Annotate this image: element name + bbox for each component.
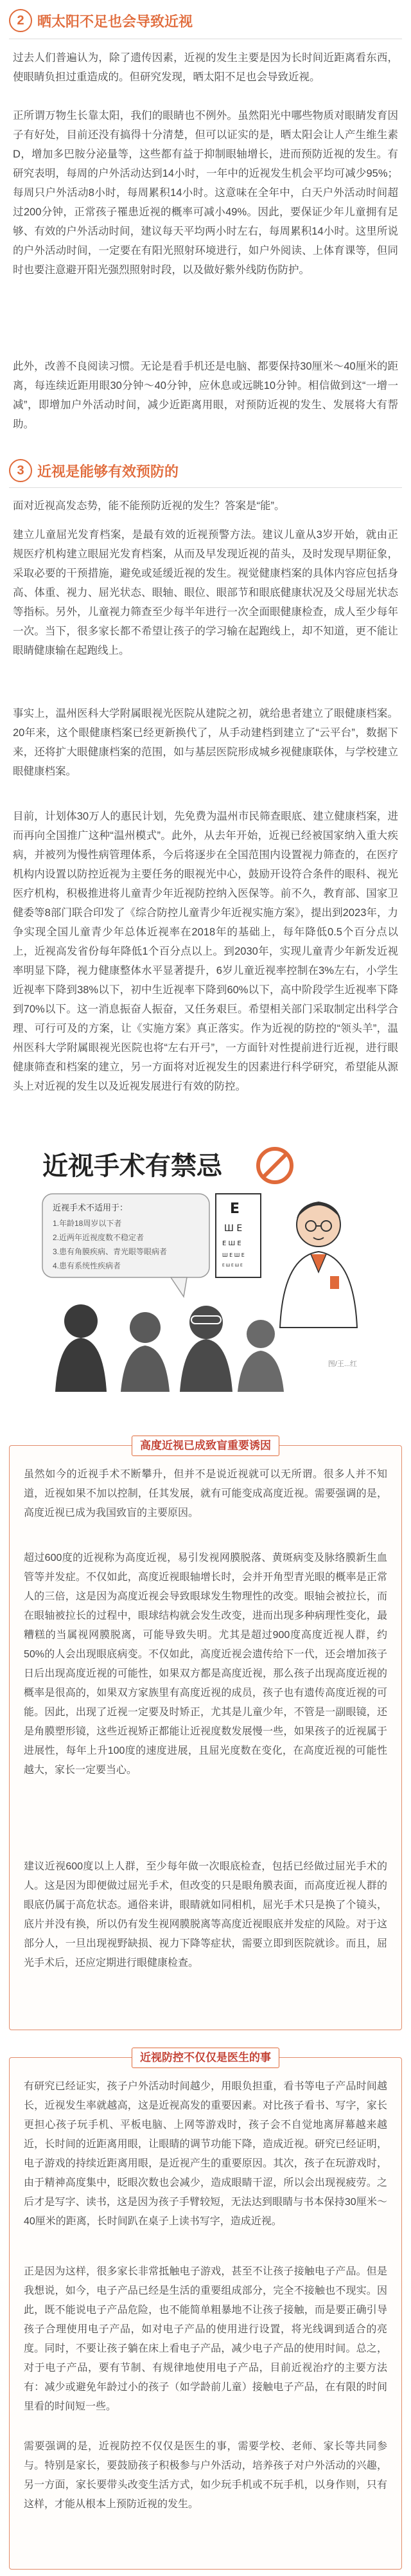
paragraph: 事实上，温州医科大学附属眼视光医院从建院之初，就给患者建立了眼健康档案。20年来，这个眼健康档案已经更新换代了，从手动建档到建立了“云平台”，数据下来，还将扩大眼健康档案的范围，如与基层医院形成城乡视健康联体，与学校建立眼健康档案。 <box>13 708 398 777</box>
section-number-badge: 3 <box>9 459 32 482</box>
bubble-line: 3.患有角膜疾病、青光眼等眼病者 <box>53 1247 168 1256</box>
paragraph: 建议近视600度以上人群，至少每年做一次眼底检查，包括已经做过屈光手术的人。这是因为即便做过屈光手术，但改变的只是眼角膜表面，而高度近视人群的眼底仍属于高危状态。通俗来讲，眼睛就如同相机，屈光手术只是换了个镜头，底片并没有换，所以仍有发生视网膜脱离等高度近视眼底并发症的风险。对于这部分人，一旦出现视野缺损、视力下降等症状，需要立即到医院就诊。而且，屈光手术后，还应定期进行眼健康检查。 <box>24 1861 387 1968</box>
illustration-title: 近视手术有禁忌 <box>42 1152 222 1180</box>
svg-text:Ш E: Ш E <box>224 1223 243 1234</box>
bubble-line: 近视手术不适用于： <box>53 1203 128 1212</box>
paragraph: 建立儿童屈光发育档案，是最有效的近视预警方法。建议儿童从3岁开始，就由正规医疗机构建立眼屈光发育档案，从而及早发现近视的苗头，及时发现早期征象，采取必要的干预措施，避免或延缓近视的发生。视觉健康档案的具体内容应包括身高、体重、视力、屈光状态、眼轴、眼位、眼部节和眼底健康状况及父母屈光状态等指标。另外，儿童视力筛查至少每半年进行一次全面眼健康检查，成人至少每年一次。当下，很多家长都不希望让孩子的学习输在起跑线上，却不知道，更不能让眼睛健康输在起跑线上。 <box>13 529 398 656</box>
callout-title: 高度近视已成致盲重要诱因 <box>132 1436 279 1456</box>
paragraph: 正所谓万物生长靠太阳，我们的眼睛也不例外。虽然阳光中哪些物质对眼睛发育因子有好处，目前还没有搞得十分清楚，但可以证实的是，晒太阳会让人产生维生素D，增加多巴胺分泌量等，这些都有益于抑制眼轴增长，进而预防近视的发生。有研究表明，每周的户外活动达到14小时，一年中的近视发生机会平均可减少95%；每周只户外活动8小时，每周累积14小时。这意味在全年中，白天户外活动时间超过200分钟，正常孩子罹患近视的概率可减小49%。因此，要保证少年儿童拥有足够、有效的户外活动时间，建议每天平均两小时左右，每周累积14小时。这里所说的户外活动时间，一定要在有阳光照射环境进行，如户外阅读、上体育课等，但同时也要注意避开阳光强烈照射时段，以及做好紫外线防伤防护。 <box>13 110 398 276</box>
paragraph: 超过600度的近视称为高度近视，易引发视网膜脱落、黄斑病变及脉络膜新生血管等并发症。不仅如此，高度近视眼轴增长时，会并开角型青光眼的概率是正常人的三倍，这是因为高度近视会导致眼球发生物理性的改变。眼轴会被拉长，而在眼轴被拉长的过程中，眼球结构就会发生改变，进而出现多种病理性变化，最糟糕的当属视网膜脱离，可能导致失明。尤其是超过900度高度近视人群，约50%的人会出现眼底病变。不仅如此，高度近视会遗传给下一代，还会增加孩子日后出现高度近视的可能性，如果双方都是高度近视，那么孩子出现高度近视的概率是很高的，如果双方家族里有高度近视的成员，孩子也有遗传高度近视的可能。因此，出现了近视一定要及时矫正，尤其是儿童少年，不管是一副眼镜，还是角膜塑形镜，这些近视矫正都能让近视度数发展慢一些，如果孩子的近视属于进展性，每年上升100度的速度进展，且屈光度数在变化，在高度近视的可能性越大，家长一定要当心。 <box>24 1553 387 1776</box>
section-number-badge: 2 <box>9 9 32 32</box>
paragraph: 正是因为这样，很多家长非常抵触电子游戏，甚至不让孩子接触电子产品。但是我想说，如今，电子产品已经是生活的重要组成部分，完全不接触也不现实。因此，既不能说电子产品危险，也不能简单粗暴地不让孩子接触，而是要正确引导孩子合理使用电子产品，如对电子产品的使用进行设置，将光线调到适合的亮度。同时，不要让孩子躺在床上看电子产品，减少电子产品的使用时间。总之，对于电子产品，要有节制、有规律地使用电子产品，目前近视治疗的主要方法有：减少或避免年龄过小的孩子（如学龄前儿童）接触电子产品，在有限的时间里看的时间短一些。 <box>24 2266 387 2412</box>
paragraph: 需要强调的是，近视防控不仅仅是医生的事，需要学校、老师、家长等共同参与。特别是家长，要鼓励孩子积极参与户外活动，培养孩子对户外活动的兴趣，另一方面，家长要带头改变生活方式，如少玩手机或不玩手机，以身作则，只有这样，才能从根本上预防近视的发生。 <box>24 2441 387 2510</box>
callout-box-high-myopia <box>9 1439 402 2030</box>
svg-text:E Ш E: E Ш E <box>222 1240 241 1247</box>
eye-chart-icon <box>216 1194 261 1277</box>
paragraph: 面对近视高发态势，能不能预防近视的发生？答案是“能”。 <box>13 500 285 512</box>
illustration-myopia-surgery <box>23 1135 388 1405</box>
illustration-caption: 图/王...红 <box>328 1360 357 1368</box>
bubble-line: 4.患有系统性疾病者 <box>53 1261 121 1270</box>
paragraph: 有研究已经证实，孩子户外活动时间越少，用眼负担重，看书等电子产品时间越长，近视发生率就越高，这是近视高发的重要因素。对比孩子看书、写字，家长更担心孩子玩手机、平板电脑、上网等游戏时，孩子会不自觉地离屏幕越来越近，长时间的近距离用眼，让眼睛的调节功能下降，造成近视。研究已经证明，电子游戏的持续近距离用眼，是近视产生的重要原因。其次，孩子在玩游戏时，由于精神高度集中，眨眼次数也会减少，造成眼睛干涩，所以会出现视疲劳。之后才是写字、读书，这是因为孩子手臂较短，无法达到眼睛与书本保持30厘米～40厘米的距离，长时间趴在桌子上读书写字，造成近视。 <box>24 2081 387 2227</box>
section-title: 晒太阳不足也会导致近视 <box>37 13 193 30</box>
paragraph: 过去人们普遍认为，除了遗传因素，近视的发生主要是因为长时间近距离看东西，使眼睛负担过重造成的。但研究发现，晒太阳不足也会导致近视。 <box>13 52 398 83</box>
section-header-sunlight <box>9 8 193 33</box>
paragraph: 虽然如今的近视手术不断攀升，但并不是说近视就可以无所谓。很多人并不知道，近视如果不加以控制，任其发展，就有可能变成高度近视。需要强调的是，高度近视已成为我国致盲的主要原因。 <box>24 1469 387 1518</box>
svg-text:Ш E Ш E: Ш E Ш E <box>222 1252 245 1258</box>
callout-title: 近视防控不仅仅是医生的事 <box>132 2048 279 2068</box>
svg-text:E: E <box>230 1201 240 1217</box>
paragraph: 目前，计划体30万人的惠民计划，先免费为温州市民筛查眼底、建立健康档案，进而再向全国推广这种“温州模式”。此外，从去年开始，近视已经被国家纳入重大疾病，并被列为慢性病管理体系，今后将逐步在全国范围内设置视力筛查的，在医疗机构内设置以防控近视为主要任务的眼视光中心，鼓励开设符合条件的眼科、视光医疗机构，积极推进将儿童青少年近视防控纳入医保等。前不久，教育部、国家卫健委等8部门联合印发了《综合防控儿童青少年近视实施方案》，提出到2023年，力争实现全国儿童青少年总体近视率在2018年的基础上，每年降低0.5个百分点以上，近视高发省份每年降低1个百分点以上。到2030年，实现儿童青少年新发近视率明显下降，视力健康整体水平显著提升，6岁儿童近视率控制在3%左右，小学生近视率下降到38%以下，初中生近视率下降到60%以下，高中阶段学生近视率下降到70%以下。这一消息振奋人振奋，又任务艰巨。希望相关部门采取制定出科学合理、可行可及的方案，让《实施方案》真正落实。作为近视的防控的“领头羊”，温州医科大学附属眼视光医院也将“左右开弓”，一方面针对性提前进行近视，进行眼健康筛查和档案的建立，另一方面将对近视发生的因素进行科学研究，希望能从源头上对近视的发生以及近视发展进行有效的防控。 <box>13 811 398 1092</box>
bubble-line: 1.年龄18周岁以下者 <box>53 1219 122 1228</box>
section-header-prevention <box>9 458 179 483</box>
section-title: 近视是能够有效预防的 <box>37 463 179 480</box>
callout-box-prevention-role <box>9 2051 402 2570</box>
section-divider <box>9 487 402 488</box>
svg-text:E Ш E Ш E: E Ш E Ш E <box>222 1263 243 1268</box>
paragraph: 此外，改善不良阅读习惯。无论是看手机还是电脑、都要保持30厘米～40厘米的距离，每连续近距用眼30分钟～40分钟，应休息或远眺10分钟。相信做到这“一增一减”，即增加户外活动时间，减少近距离用眼，对预防近视的发生、发展将大有帮助。 <box>13 361 398 430</box>
bubble-line: 2.近两年近视度数不稳定者 <box>53 1233 144 1242</box>
illustration-svg <box>23 1135 388 1405</box>
